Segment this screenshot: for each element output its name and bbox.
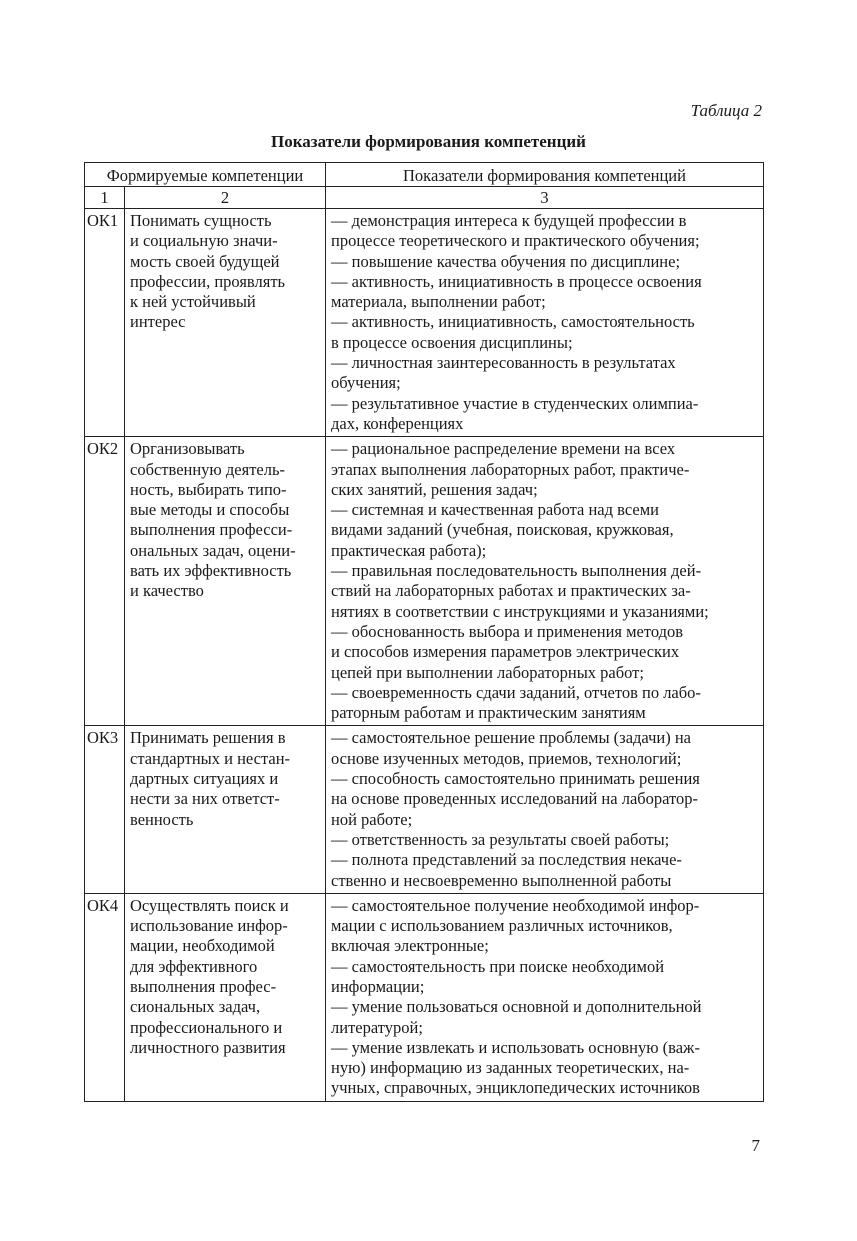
indicator-line: и способов измерения параметров электрических [331, 642, 680, 662]
competence-code: ОК1 [85, 209, 125, 437]
page-number: 7 [751, 1136, 760, 1155]
competence-line: нести за них ответст- [130, 789, 280, 809]
indicator-line: — активность, инициативность, самостоятельность [331, 312, 695, 332]
indicator-line: видами заданий (учебная, поисковая, кружковая, [331, 520, 674, 540]
indicator-line: — системная и качественная работа над всеми [331, 500, 659, 520]
table-row [85, 437, 764, 726]
competence-line: ональных задач, оцени- [130, 540, 296, 560]
header-indicators: Показатели формирования компетенций [326, 163, 764, 187]
indicator-line: включая электронные; [331, 936, 489, 956]
indicator-line: практическая работа); [331, 540, 487, 560]
competence-line: и социальную значи- [130, 231, 278, 251]
competence-line: профессионального и [130, 1017, 283, 1037]
indicator-line: ских занятий, решения задач; [331, 479, 538, 499]
column-number-row [85, 187, 764, 209]
competence-line: дартных ситуациях и [130, 769, 279, 789]
competence-description [125, 437, 326, 726]
indicator-line: цепей при выполнении лабораторных работ; [331, 662, 644, 682]
indicators-cell [326, 893, 764, 1101]
competence-code: ОК2 [85, 437, 125, 726]
competence-line: выполнения професси- [130, 520, 293, 540]
competencies-table [84, 162, 764, 1102]
indicator-line: — активность, инициативность в процессе освоения [331, 271, 702, 291]
indicator-line: обучения; [331, 373, 401, 393]
indicator-line: нятиях в соответствии с инструкциями и указаниями; [331, 601, 709, 621]
indicator-line: ную) информацию из заданных теоретических, на- [331, 1058, 690, 1078]
competence-line: сиональных задач, [130, 997, 261, 1017]
competence-line: Организовывать [130, 439, 245, 459]
indicator-line: — рациональное распределение времени на всех [331, 439, 676, 459]
competence-line: использование инфор- [130, 916, 288, 936]
indicators-cell [326, 726, 764, 893]
indicator-line: информации; [331, 976, 425, 996]
competence-line: профессии, проявлять [130, 271, 286, 291]
indicator-line: в процессе освоения дисциплины; [331, 332, 573, 352]
indicator-line: — самостоятельное решение проблемы (задачи) на [331, 728, 691, 748]
indicator-line: раторным работам и практическим занятиям [331, 703, 646, 723]
competence-line: собственную деятель- [130, 459, 285, 479]
header-row [85, 163, 764, 187]
competence-line: интерес [130, 312, 186, 332]
indicator-line: — правильная последовательность выполнения дей- [331, 561, 702, 581]
indicator-line: — самостоятельность при поиске необходимой [331, 956, 665, 976]
competence-line: и качество [130, 581, 204, 601]
table-body [85, 209, 764, 1102]
indicator-line: учных, справочных, энциклопедических источников [331, 1078, 700, 1098]
table-label: Таблица 2 [690, 101, 762, 120]
indicator-line: на основе проведенных исследований на лаборатор- [331, 789, 699, 809]
competence-line: мость своей будущей [130, 251, 280, 271]
indicator-line: этапах выполнения лабораторных работ, практиче- [331, 459, 690, 479]
competence-line: выполнения профес- [130, 976, 277, 996]
competence-line: вые методы и способы [130, 500, 290, 520]
table-row [85, 209, 764, 437]
column-number-1: 1 [85, 187, 125, 209]
indicator-line: — ответственность за результаты своей работы; [331, 829, 670, 849]
competence-code: ОК4 [85, 893, 125, 1101]
indicator-line: — демонстрация интереса к будущей профессии в [331, 211, 687, 230]
table-row [85, 893, 764, 1101]
competence-code: ОК3 [85, 726, 125, 893]
indicator-line: — способность самостоятельно принимать решения [331, 769, 700, 789]
indicator-line: — самостоятельное получение необходимой инфор- [331, 895, 700, 915]
competence-line: Принимать решения в [130, 728, 286, 748]
indicator-line: — умение пользоваться основной и дополнительной [331, 997, 702, 1017]
column-number-2: 2 [125, 187, 326, 209]
indicator-line: — умение извлекать и использовать основную (важ- [331, 1037, 700, 1057]
indicator-line: — личностная заинтересованность в результатах [331, 353, 676, 373]
competence-description [125, 893, 326, 1101]
indicator-line: — своевременность сдачи заданий, отчетов по лабо- [331, 682, 701, 702]
competence-line: вать их эффективность [130, 561, 292, 581]
indicator-line: литературой; [331, 1017, 423, 1037]
competence-description [125, 209, 326, 437]
competence-line: для эффективного [130, 956, 258, 976]
indicator-line: ствий на лабораторных работах и практических за- [331, 581, 691, 601]
competence-line: ность, выбирать типо- [130, 479, 287, 499]
table-title: Показатели формирования компетенций [271, 132, 586, 151]
table-row [85, 726, 764, 893]
indicator-line: дах, конференциях [331, 413, 464, 433]
competence-line: мации, необходимой [130, 936, 275, 956]
competence-line: Понимать сущность [130, 211, 272, 230]
column-number-3: 3 [326, 187, 764, 209]
indicator-line: — полнота представлений за последствия некаче- [331, 850, 682, 870]
indicator-line: мации с использованием различных источников, [331, 916, 673, 936]
indicator-line: основе изученных методов, приемов, технологий; [331, 748, 682, 768]
competence-line: личностного развития [130, 1037, 286, 1057]
indicator-line: — обоснованность выбора и применения методов [331, 621, 684, 641]
indicator-line: ной работе; [331, 809, 413, 829]
indicators-cell [326, 209, 764, 437]
indicator-line: материала, выполнении работ; [331, 292, 546, 312]
competence-line: Осуществлять поиск и [130, 895, 289, 915]
indicator-line: ственно и несвоевременно выполненной работы [331, 870, 672, 890]
indicator-line: — повышение качества обучения по дисциплине; [331, 251, 681, 271]
competence-line: стандартных и нестан- [130, 748, 291, 768]
indicator-line: процессе теоретического и практического обучения; [331, 231, 700, 251]
header-competence: Формируемые компетенции [85, 163, 326, 187]
competence-line: венность [130, 809, 194, 829]
indicators-cell [326, 437, 764, 726]
indicator-line: — результативное участие в студенческих олимпиа- [331, 393, 699, 413]
competence-description [125, 726, 326, 893]
competence-line: к ней устойчивый [130, 292, 256, 312]
